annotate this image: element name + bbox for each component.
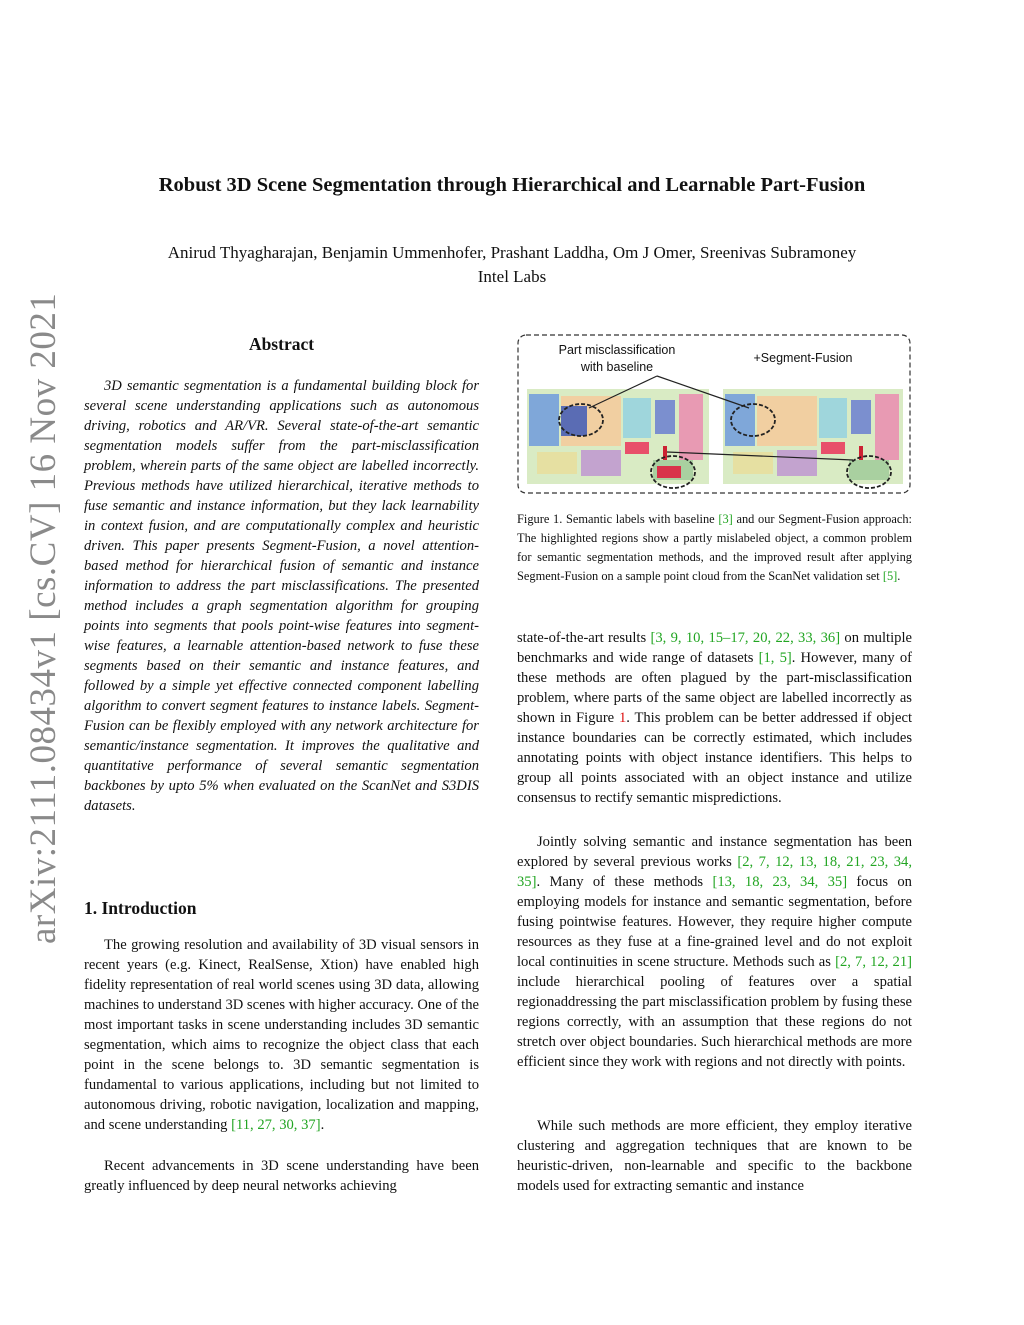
intro-paragraph-2: Recent advancements in 3D scene understanding have been greatly influenced by deep neural networks achieving xyxy=(84,1158,479,1194)
caption-prefix: Figure 1. Semantic labels with baseline xyxy=(517,512,719,526)
author-block xyxy=(60,241,964,289)
abstract-heading: Abstract xyxy=(248,334,315,354)
citation-link[interactable]: [2, 7, 12, 21] xyxy=(835,954,912,970)
citation-link[interactable]: [3] xyxy=(718,512,733,526)
author-list: Anirud Thyagharajan, Benjamin Ummenhofer, Prashant Laddha, Om J Omer, Sreenivas Subramoney xyxy=(167,243,857,262)
figure-1-graphic xyxy=(517,334,911,494)
right-paragraph-1 xyxy=(517,628,912,808)
citation-link[interactable]: [3, 9, 10, 15–17, 20, 22, 33, 36] xyxy=(650,630,841,646)
caption-body: and our Segment-Fusion approach: The highlighted regions show a partly mislabeled object, a common problem for semantic segmentation methods, and the improved result after applying Segment-Fusion on a sample point cloud from the ScanNet validation set xyxy=(517,512,912,583)
baseline-point-cloud xyxy=(527,389,709,484)
figure-1 xyxy=(517,334,911,494)
text-run: . Many of these methods xyxy=(536,874,713,890)
intro-paragraph-1 xyxy=(84,935,479,1135)
label-baseline-line-2: with baseline xyxy=(580,360,654,374)
figure-reference-link[interactable]: 1 xyxy=(618,710,627,726)
paper-title: Robust 3D Scene Segmentation through Hierarchical and Learnable Part-Fusion xyxy=(158,174,866,196)
intro-p1-end: . xyxy=(320,1117,325,1133)
text-run: include hierarchical pooling of features over a spatial regionaddressing the part misclassification problem by fusing these regions correctly, with an assumption that these regions do not stretch over object boundaries. Such hierarchical methods are more efficient since they work with regions and not directly with points. xyxy=(517,974,912,1070)
citation-link[interactable]: [11, 27, 30, 37] xyxy=(231,1117,321,1133)
text-run: on multiple benchmarks and wide range of datasets xyxy=(517,630,912,666)
arxiv-identifier: arXiv:2111.08434v1 [cs.CV] 16 Nov 2021 xyxy=(23,292,64,944)
intro-p1-text: The growing resolution and availability of 3D visual sensors in recent years (e.g. Kinect, RealSense, Xtion) have enabled high fidelity representation of real world scenes using 3D data, allowing machines to understand 3D scenes with higher accuracy. One of the most important tasks in scene understanding includes 3D semantic segmentation, which aims to recognize the object class that each point in the scene belongs to. 3D semantic segmentation is fundamental to various applications, including but not limited to autonomous driving, robotic navigation, localization and mapping, and scene understanding xyxy=(84,937,479,1133)
citation-link[interactable]: [13, 18, 23, 34, 35] xyxy=(712,874,848,890)
label-baseline-line-1: Part misclassification xyxy=(558,343,676,357)
text-run: . However, many of these methods are often plagued by the part-misclassification problem, where parts of the same object are labelled incorrectly as shown in Figure xyxy=(517,650,912,726)
caption-end: . xyxy=(897,569,901,583)
text-run: focus on employing models for instance and semantic segmentation, before fusing pointwise features. However, they require higher compute resources as they fuse at a fine-grained level and do not exploit local continuities in scene structure. Methods such as xyxy=(517,874,912,970)
text-run: state-of-the-art results xyxy=(517,630,651,646)
figure-1-caption xyxy=(517,510,912,586)
right-paragraph-3: While such methods are more efficient, they employ iterative clustering and aggregation techniques that are known to be heuristic-driven, non-learnable and specific to the backbone models used for extracting semantic and instance xyxy=(517,1118,912,1194)
text-run: . This problem can be better addressed if object instance boundaries can be correctly estimated, which includes annotating points with object instance identifiers. This helps to group all points associated with an object instance and utilize consensus to rectify semantic mispredictions. xyxy=(517,710,912,806)
label-segment-fusion: +Segment-Fusion xyxy=(753,351,853,365)
citation-link[interactable]: [5] xyxy=(882,569,898,583)
citation-link[interactable]: [1, 5] xyxy=(758,650,792,666)
citation-link[interactable]: [2, 7, 12, 13, 18, 21, 23, 34, 35] xyxy=(517,854,912,890)
text-run: Jointly solving semantic and instance segmentation has been explored by several previous works xyxy=(517,834,912,870)
introduction-heading: 1. Introduction xyxy=(84,898,197,918)
abstract-text: 3D semantic segmentation is a fundamental building block for several scene understanding applications such as autonomous driving, robotics and AR/VR. Several state-of-the-art semantic segmentation models suffer from the part-misclassification problem, wherein parts of the same object are labelled incorrectly. Previous methods have utilized hierarchical, iterative methods to fuse semantic and instance information, but they lack learnability in context fusion, and are computationally complex and heuristic driven. This paper presents Segment-Fusion, a novel attention-based method for hierarchical fusion of semantic and instance information to address the part misclassifications. The presented method includes a graph segmentation algorithm for grouping points into segments that pools point-wise features into segment-wise features, a learnable attention-based network to fuse these segments based on their semantic and instance features, and followed by a simple yet effective connected component labelling algorithm to convert segment features to instance labels. Segment-Fusion can be flexibly employed with any network architecture for semantic/instance segmentation. It improves the qualitative and quantitative performance of several semantic segmentation backbones by upto 5% when evaluated on the ScanNet and S3DIS datasets. xyxy=(84,378,479,814)
affiliation: Intel Labs xyxy=(477,267,547,286)
right-paragraph-2 xyxy=(517,832,912,1072)
